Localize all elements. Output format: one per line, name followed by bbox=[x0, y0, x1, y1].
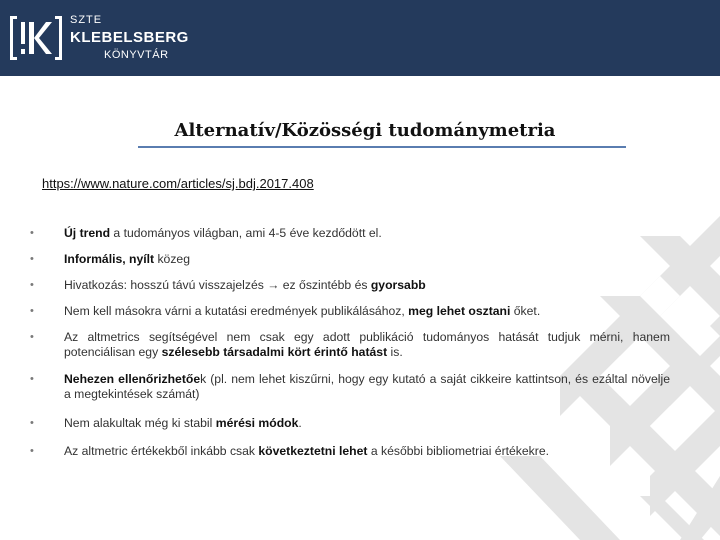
bullet-text bbox=[64, 444, 670, 459]
article-url-link[interactable]: https://www.nature.com/articles/sj.bdj.2017.408 bbox=[42, 176, 314, 191]
logo-klebelsberg-text: KLEBELSBERG bbox=[70, 29, 189, 46]
bullet-dot-icon: • bbox=[30, 331, 34, 343]
bullet-bold-span: Nehezen ellenőrizhetőe bbox=[64, 372, 201, 386]
bullet-span: Nem alakultak még ki stabil bbox=[64, 416, 216, 430]
bullet-dot-icon: • bbox=[30, 279, 34, 291]
bullet-span: a tudományos világban, ami 4-5 éve kezdődött el. bbox=[110, 226, 382, 240]
bullet-dot-icon: • bbox=[30, 417, 34, 429]
bullet-span: is. bbox=[387, 345, 403, 359]
bullet-dot-icon: • bbox=[30, 445, 34, 457]
bullet-text bbox=[64, 416, 670, 431]
title-underline bbox=[138, 146, 626, 148]
bullet-dot-icon: • bbox=[30, 253, 34, 265]
bullet-text bbox=[64, 226, 670, 241]
bullet-span: közeg bbox=[154, 252, 190, 266]
logo-szte-text: SZTE bbox=[70, 14, 103, 26]
bullet-text bbox=[64, 330, 670, 360]
logo-mark-icon bbox=[8, 14, 64, 62]
bullet-dot-icon: • bbox=[30, 373, 34, 385]
logo-konyvtar-text: KÖNYVTÁR bbox=[104, 49, 169, 61]
bullet-bold-span: szélesebb társadalmi kört érintő hatást bbox=[161, 345, 388, 359]
bullet-span: őket. bbox=[510, 304, 541, 318]
bullet-span: Az altmetrics segítségével nem csak egy adott publikáció tudományos hatását tudjuk mérni, hanem potenciálisan egy bbox=[64, 330, 670, 359]
bullet-bold-span: következtetni lehet bbox=[258, 444, 368, 458]
bullet-bold-span: Informális, nyílt bbox=[64, 252, 155, 266]
bullet-dot-icon: • bbox=[30, 305, 34, 317]
bullet-span: Hivatkozás: hosszú távú visszajelzés → ez őszintébb és bbox=[64, 278, 371, 292]
bullet-text bbox=[64, 372, 670, 402]
bullet-span: a későbbi bibliometriai értékekre. bbox=[367, 444, 549, 458]
bullet-dot-icon: • bbox=[30, 227, 34, 239]
bullet-bold-span: Új trend bbox=[64, 226, 111, 240]
bullet-span: Nem kell másokra várni a kutatási eredmények publikálásához, bbox=[64, 304, 409, 318]
bullet-text bbox=[64, 278, 670, 293]
bullet-bold-span: meg lehet osztani bbox=[408, 304, 511, 318]
bullet-span: Az altmetric értékekből inkább csak bbox=[64, 444, 259, 458]
library-logo[interactable] bbox=[8, 8, 189, 68]
bullet-bold-span: mérési módok bbox=[215, 416, 299, 430]
bullet-bold-span: gyorsabb bbox=[370, 278, 426, 292]
bullet-text bbox=[64, 252, 670, 267]
slide-title: Alternatív/Közösségi tudománymetria bbox=[174, 120, 556, 141]
bullet-span: . bbox=[298, 416, 302, 430]
bullet-span: k (pl. nem lehet kiszűrni, hogy egy kutató a saját cikkeire kattintson, és ezáltal növelje a megtekintések számát) bbox=[64, 372, 670, 401]
bullet-text bbox=[64, 304, 670, 319]
